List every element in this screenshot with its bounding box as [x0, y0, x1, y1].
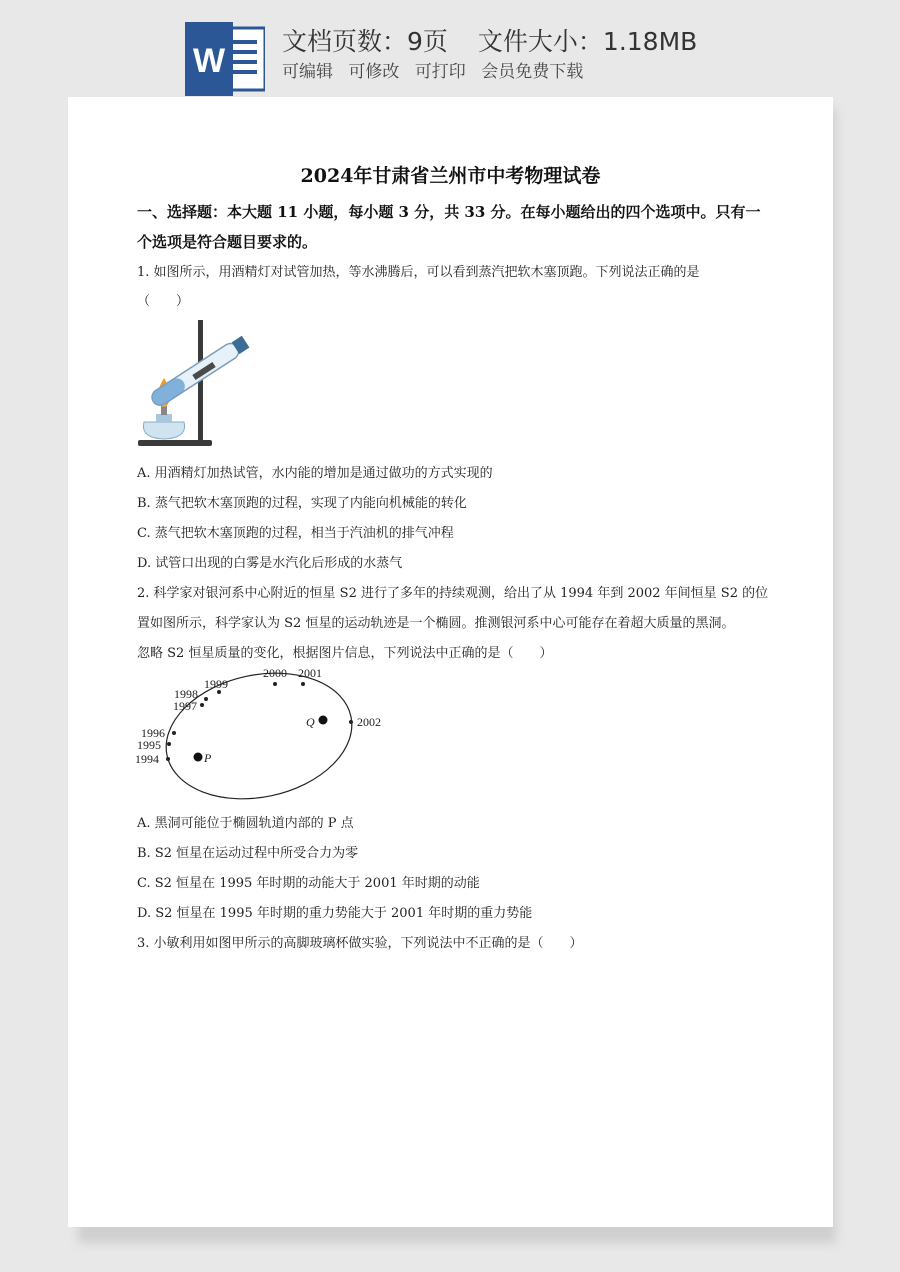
question-2-stem-line-3: 忽略 S2 恒星质量的变化，根据图片信息，下列说法中正确的是（ ）: [137, 646, 553, 661]
question-1-option-d: D. 试管口出现的白雾是水汽化后形成的水蒸气: [137, 556, 403, 571]
capability-printable: 可打印: [414, 62, 466, 82]
label-q: Q: [306, 715, 315, 729]
page-count: 文档页数：9页: [282, 27, 448, 56]
label-2001: 2001: [298, 666, 322, 680]
point-p: [194, 753, 203, 762]
svg-text:W: W: [192, 42, 226, 80]
orbit-ellipse: [154, 664, 363, 806]
word-document-icon: [185, 22, 265, 96]
question-2-option-a: A. 黑洞可能位于椭圆轨道内部的 P 点: [137, 816, 354, 831]
question-3-stem: 3. 小敏利用如图甲所示的高脚玻璃杯做实验，下列说法中不正确的是（ ）: [137, 936, 583, 951]
question-1-stem: 1. 如图所示，用酒精灯对试管加热，等水沸腾后，可以看到蒸汽把软木塞顶跑。下列说法正确的是: [137, 265, 700, 280]
section-heading-line-1: 一、选择题：本大题 11 小题，每小题 3 分，共 33 分。在每小题给出的四个选项中。只有一: [137, 203, 761, 221]
label-1994: 1994: [135, 752, 159, 766]
file-size: 文件大小：1.18MB: [477, 27, 698, 56]
capability-modifiable: 可修改: [348, 62, 400, 82]
point-q: [319, 716, 328, 725]
label-1998: 1998: [174, 687, 198, 701]
label-1999: 1999: [204, 677, 228, 691]
label-p: P: [204, 751, 212, 765]
question-1-option-c: C. 蒸气把软木塞顶跑的过程，相当于汽油机的排气冲程: [137, 526, 454, 541]
label-1995: 1995: [137, 738, 161, 752]
question-2-option-b: B. S2 恒星在运动过程中所受合力为零: [137, 846, 359, 861]
s2-orbit-figure: [133, 664, 393, 806]
document-capabilities: [282, 57, 593, 82]
document-title: 2024年甘肃省兰州市中考物理试卷: [300, 165, 601, 187]
question-2-stem-line-2: 置如图所示，科学家认为 S2 恒星的运动轨迹是一个椭圆。推测银河系中心可能存在着超大质量的黑洞。: [137, 616, 735, 631]
document-stats: [282, 22, 697, 58]
label-1996: 1996: [141, 726, 165, 740]
question-1-option-a: A. 用酒精灯加热试管，水内能的增加是通过做功的方式实现的: [137, 466, 493, 481]
document-info-header: [0, 0, 900, 100]
question-2-option-d: D. S2 恒星在 1995 年时期的重力势能大于 2001 年时期的重力势能: [137, 906, 533, 921]
label-2000: 2000: [263, 666, 287, 680]
alcohol-lamp-test-tube-figure: [136, 318, 251, 450]
label-2002: 2002: [357, 715, 381, 729]
question-1-option-b: B. 蒸气把软木塞顶跑的过程，实现了内能向机械能的转化: [137, 496, 467, 511]
capability-editable: 可编辑: [282, 62, 333, 82]
capability-member-download: 会员免费下载: [481, 62, 584, 82]
section-heading-line-2: 个选项是符合题目要求的。: [137, 233, 318, 251]
label-1997: 1997: [173, 699, 197, 713]
question-2-stem-line-1: 2. 科学家对银河系中心附近的恒星 S2 进行了多年的持续观测，给出了从 1994 年到 2002 年间恒星 S2 的位: [137, 586, 769, 601]
question-1-answer-bracket: （ ）: [137, 294, 190, 309]
question-2-option-c: C. S2 恒星在 1995 年时期的动能大于 2001 年时期的动能: [137, 876, 480, 891]
